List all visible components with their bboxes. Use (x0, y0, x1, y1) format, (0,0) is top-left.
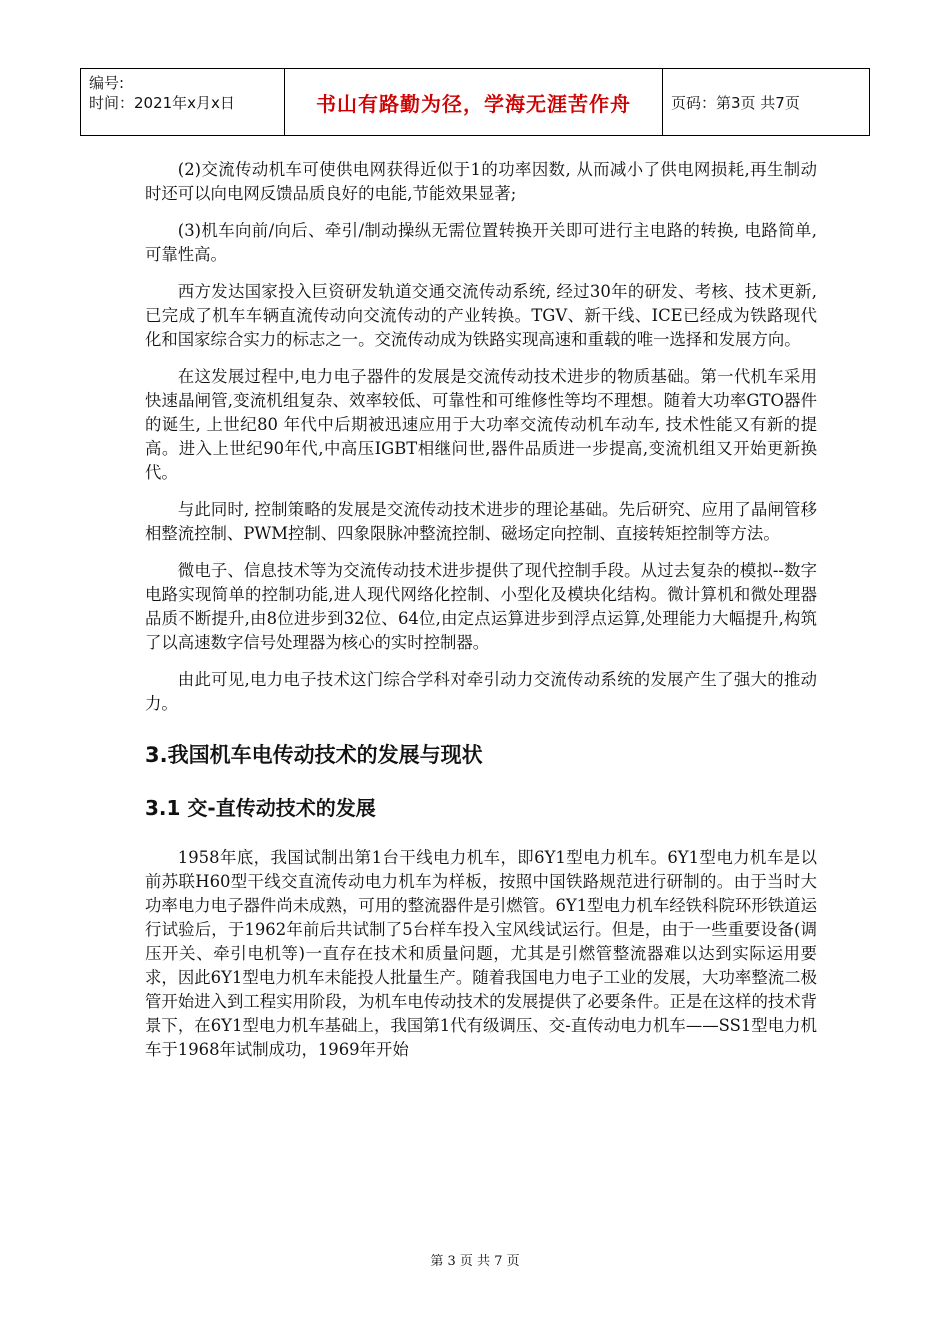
page-footer: 第 3 页 共 7 页 (430, 1254, 520, 1269)
paragraph: 西方发达国家投入巨资研发轨道交通交流传动系统, 经过30年的研发、考核、技术更新, 已完成了机车车辆直流传动向交流传动的产业转换。TGV、新干线、ICE已经成为铁路现代化和国家综合实力的标志之一。交流传动成为铁路实现高速和重载的唯一选择和发展方向。 (145, 282, 817, 349)
paragraph: 微电子、信息技术等为交流传动技术进步提供了现代控制手段。从过去复杂的模拟--数字电路实现简单的控制功能,进人现代网络化控制、小型化及模块化结构。微计算机和微处理器品质不断提升,由8位进步到32位、64位,由定点运算进步到浮点运算,处理能力大幅提升,构筑了以高速数字信号处理器为核心的实时控制器。 (145, 561, 817, 652)
date-label: 时间：2021年x月x日 (89, 94, 235, 112)
paragraph: 1958年底，我国试制出第1台干线电力机车，即6Y1型电力机车。6Y1型电力机车是以前苏联H60型干线交直流传动电力机车为样板，按照中国铁路规范进行研制的。由于当时大功率电力电子器件尚未成熟，可用的整流器件是引燃管。6Y1型电力机车经铁科院环形铁道运行试验后，于1962年前后共试制了5台样车投入宝风线试运行。但是，由于一些重要设备(调压开关、牵引电机等)一直存在技术和质量问题，尤其是引燃管整流器难以达到实际运用要求，因此6Y1型电力机车未能投人批量生产。随着我国电力电子工业的发展，大功率整流二极管开始进入到工程实用阶段，为机车电传动技术的发展提供了必要条件。正是在这样的技术背景下，在6Y1型电力机车基础上，我国第1代有级调压、交-直传动电力机车——SS1型电力机车于1968年试制成功，1969年开始 (145, 848, 818, 1059)
paragraph: 在这发展过程中,电力电子器件的发展是交流传动技术进步的物质基础。第一代机车采用快速晶闸管,变流机组复杂、效率较低、可靠性和可维修性等均不理想。随着大功率GTO器件的诞生, 上世纪80 年代中后期被迅速应用于大功率交流传动机车动车, 技术性能又有新的提高。进入上世纪90年代,中高压IGBT相继问世,器件品质进一步提高,变流机组又开始更新换代。 (145, 367, 817, 482)
paragraph: 由此可见,电力电子技术这门综合学科对牵引动力交流传动系统的发展产生了强大的推动力。 (145, 670, 817, 713)
subsection-heading: 3.1 交-直传动技术的发展 (145, 796, 376, 820)
header-left-cell (81, 69, 285, 135)
document-body (145, 158, 817, 1075)
page-header (80, 68, 870, 136)
section-heading: 3.我国机车电传动技术的发展与现状 (145, 743, 483, 767)
paragraph: (3)机车向前/向后、牵引/制动操纵无需位置转换开关即可进行主电路的转换, 电路简单, 可靠性高。 (145, 221, 817, 264)
paragraph: (2)交流传动机车可使供电网获得近似于1的功率因数, 从而减小了供电网损耗,再生制动时还可以向电网反馈品质良好的电能,节能效果显著; (145, 160, 817, 203)
paragraph: 与此同时, 控制策略的发展是交流传动技术进步的理论基础。先后研究、应用了晶闸管移相整流控制、PWM控制、四象限脉冲整流控制、磁场定向控制、直接转矩控制等方法。 (145, 500, 817, 543)
header-motto: 书山有路勤为径，学海无涯苦作舟 (285, 69, 663, 135)
header-page-info: 页码：第3页 共7页 (671, 93, 800, 112)
number-label: 编号: (89, 74, 125, 92)
